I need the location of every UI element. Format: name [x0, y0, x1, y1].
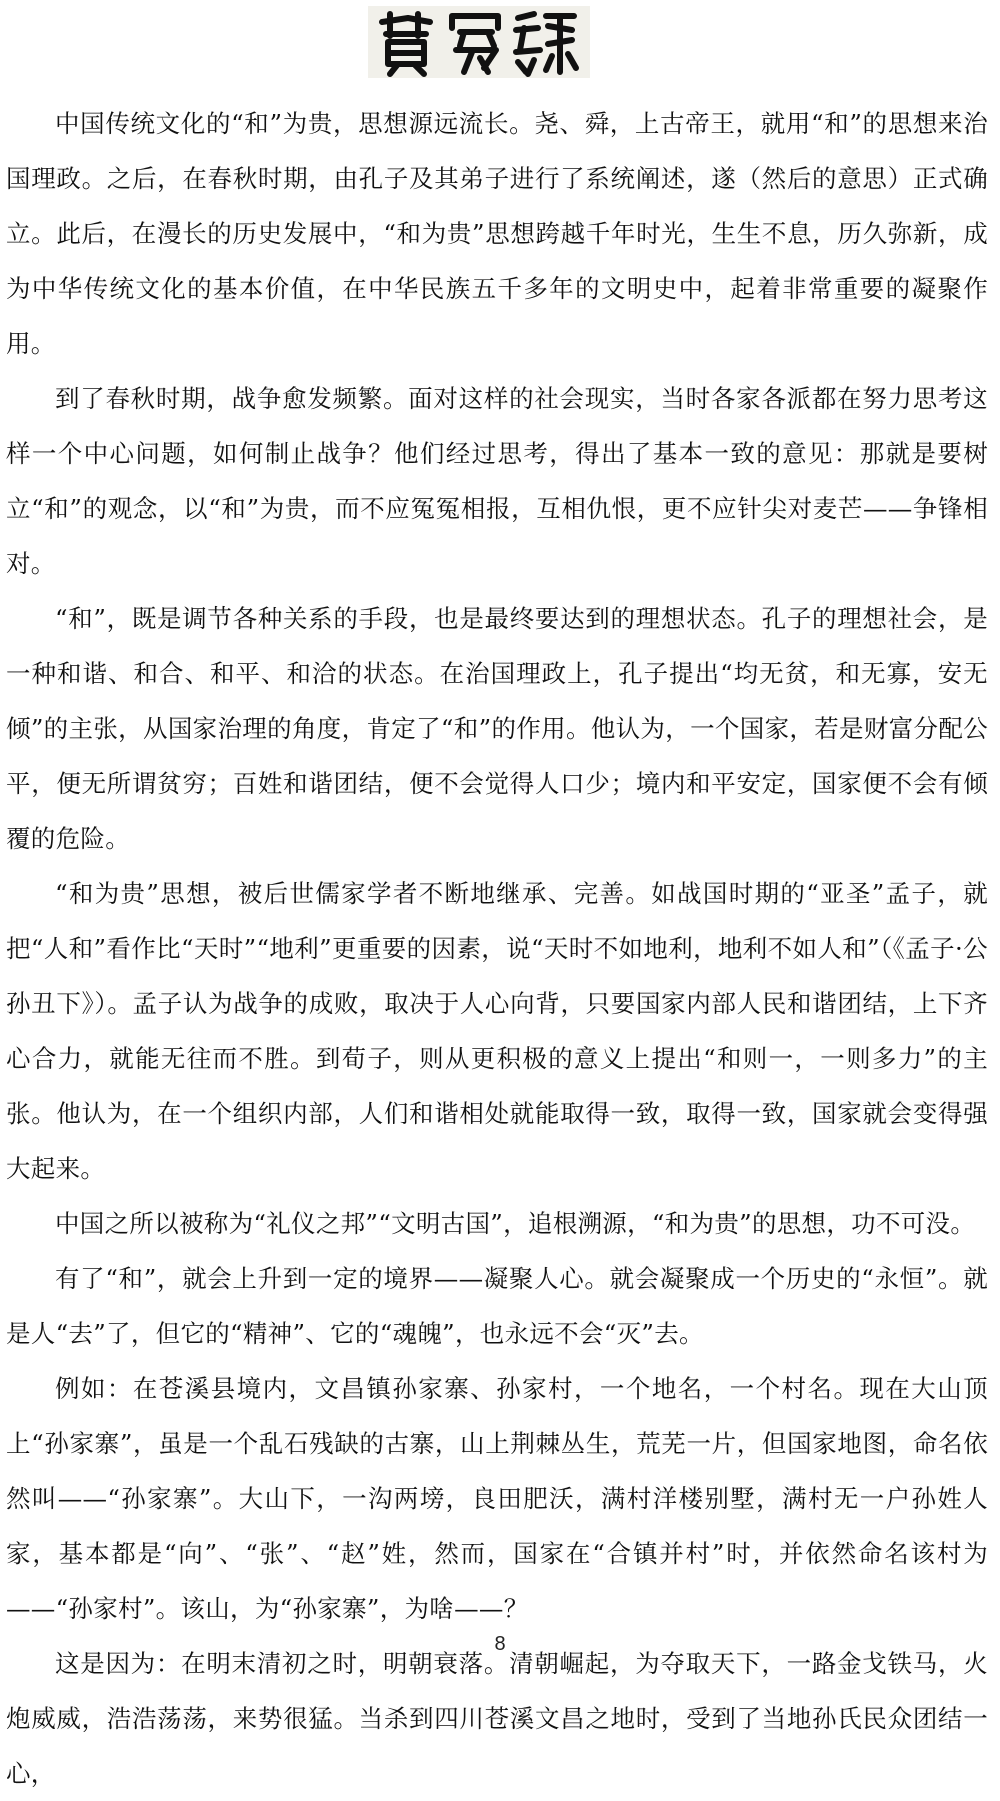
- paragraph: “和为贵”思想，被后世儒家学者不断地继承、完善。如战国时期的“亚圣”孟子，就把“人和”看作比“天时”“地利”更重要的因素，说“天时不如地利，地利不如人和”（《孟子·公孙丑下》）。孟子认为战争的成败，取决于人心向背，只要国家内部人民和谐团结，上下齐心合力，就能无往而不胜。到荀子，则从更积极的意义上提出“和则一，一则多力”的主张。他认为，在一个组织内部，人们和谐相处就能取得一致，取得一致，国家就会变得强大起来。: [6, 879, 988, 1183]
- paragraph: 例如：在苍溪县境内，文昌镇孙家寨、孙家村，一个地名，一个村名。现在大山顶上“孙家寨”，虽是一个乱石残缺的古寨，山上荆棘丛生，荒芜一片，但国家地图，命名依然叫——“孙家寨”。大山下，一沟两塝，良田肥沃，满村洋楼别墅，满村无一户孙姓人家，基本都是“向”、“张”、“赵”姓，然而，国家在“合镇并村”时，并依然命名该村为——“孙家村”。该山，为“孙家寨”，为啥——？: [6, 1374, 988, 1623]
- seal-title-logo: [368, 6, 590, 78]
- paragraph: 这是因为：在明末清初之时，明朝衰落。清朝崛起，为夺取天下，一路金戈铁马，火炮威威，浩浩荡荡，来势很猛。当杀到四川苍溪文昌之地时，受到了当地孙氏民众团结一心，: [6, 1649, 988, 1788]
- paragraph: 中国之所以被称为“礼仪之邦”“文明古国”，追根溯源，“和为贵”的思想，功不可没。: [55, 1209, 976, 1238]
- article-body: [0, 96, 1000, 1801]
- page-number: 8: [494, 1633, 506, 1655]
- paragraph: 有了“和”，就会上升到一定的境界——凝聚人心。就会凝聚成一个历史的“永恒”。就是人“去”了，但它的“精神”、它的“魂魄”，也永远不会“灭”去。: [6, 1264, 988, 1348]
- paragraph: 中国传统文化的“和”为贵，思想源远流长。尧、舜，上古帝王，就用“和”的思想来治国理政。之后，在春秋时期，由孔子及其弟子进行了系统阐述，遂（然后的意思）正式确立。此后，在漫长的历史发展中，“和为贵”思想跨越千年时光，生生不息，历久弥新，成为中华传统文化的基本价值，在中华民族五千多年的文明史中，起着非常重要的凝聚作用。: [6, 109, 988, 358]
- seal-script-title: [368, 6, 590, 78]
- paragraph: 到了春秋时期，战争愈发频繁。面对这样的社会现实，当时各家各派都在努力思考这样一个中心问题，如何制止战争？他们经过思考，得出了基本一致的意见：那就是要树立“和”的观念，以“和”为贵，而不应冤冤相报，互相仇恨，更不应针尖对麦芒——争锋相对。: [6, 384, 988, 578]
- paragraph: “和”，既是调节各种关系的手段，也是最终要达到的理想状态。孔子的理想社会，是一种和谐、和合、和平、和洽的状态。在治国理政上，孔子提出“均无贫，和无寡，安无倾”的主张，从国家治理的角度，肯定了“和”的作用。他认为，一个国家，若是财富分配公平，便无所谓贫穷；百姓和谐团结，便不会觉得人口少；境内和平安定，国家便不会有倾覆的危险。: [6, 604, 988, 853]
